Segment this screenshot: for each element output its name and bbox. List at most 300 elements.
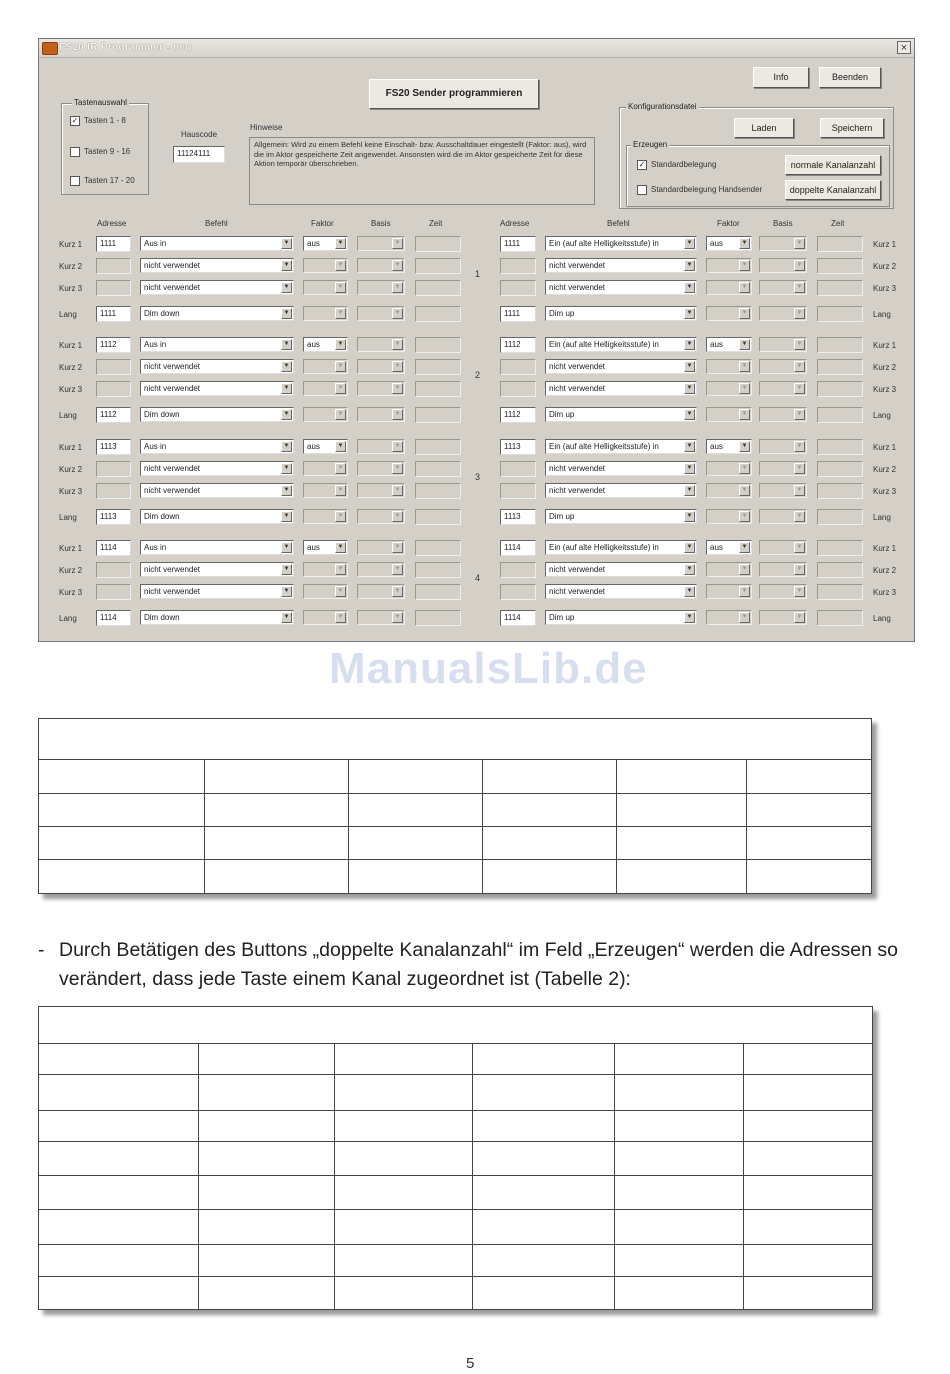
basis-select-left-ch4 [357, 610, 405, 625]
chevron-down-icon[interactable]: ▼ [335, 542, 346, 553]
basis-select-right-ch4 [759, 540, 807, 555]
chevron-down-icon[interactable]: ▼ [335, 260, 346, 271]
command-select-right-ch2[interactable] [545, 381, 697, 396]
command-select-right-ch2-value: Ein (auf alte Helligkeitsstufe) in [549, 340, 659, 349]
basis-select-right-ch3 [759, 461, 807, 476]
row-label-right: Kurz 1 [873, 443, 897, 452]
basis-select-left-ch1 [357, 306, 405, 321]
zeit-left-ch1 [415, 236, 461, 252]
command-select-right-ch2[interactable] [545, 359, 697, 374]
chevron-down-icon[interactable]: ▼ [794, 463, 805, 474]
address-right-ch4 [500, 562, 536, 578]
factor-select-left-ch1 [303, 306, 348, 321]
chevron-down-icon[interactable]: ▼ [392, 308, 403, 319]
address-left-ch1[interactable]: 1111 [96, 236, 131, 252]
chevron-down-icon[interactable]: ▼ [684, 511, 695, 522]
chevron-down-icon[interactable]: ▼ [684, 339, 695, 350]
command-select-left-ch2-value: nicht verwendet [144, 362, 201, 371]
zeit-left-ch2 [415, 359, 461, 375]
chevron-down-icon[interactable]: ▼ [392, 511, 403, 522]
address-left-ch4[interactable]: 1114 [96, 610, 131, 626]
chevron-down-icon[interactable]: ▼ [794, 282, 805, 293]
command-select-left-ch1[interactable] [140, 236, 294, 251]
chevron-down-icon[interactable]: ▼ [281, 542, 292, 553]
chevron-down-icon[interactable]: ▼ [794, 542, 805, 553]
command-select-left-ch1[interactable] [140, 280, 294, 295]
zeit-right-ch2 [817, 337, 863, 353]
factor-select-right-ch1-value: aus [710, 239, 723, 248]
chevron-down-icon[interactable]: ▼ [684, 564, 695, 575]
chevron-down-icon[interactable]: ▼ [739, 260, 750, 271]
chevron-down-icon[interactable]: ▼ [335, 361, 346, 372]
chevron-down-icon[interactable]: ▼ [739, 308, 750, 319]
factor-select-right-ch1[interactable] [706, 236, 752, 251]
command-select-right-ch3[interactable] [545, 483, 697, 498]
col-befehl-left: Befehl [205, 219, 228, 228]
table-row-divider [39, 1110, 872, 1111]
chevron-down-icon[interactable]: ▼ [335, 485, 346, 496]
zeit-left-ch4 [415, 562, 461, 578]
tasten-9-16-checkbox[interactable] [70, 147, 80, 157]
address-left-ch1[interactable]: 1111 [96, 306, 131, 322]
factor-select-right-ch1 [706, 258, 752, 273]
factor-select-left-ch4[interactable] [303, 540, 348, 555]
chevron-down-icon[interactable]: ▼ [739, 586, 750, 597]
factor-select-right-ch2 [706, 407, 752, 422]
table-row-divider [39, 1141, 872, 1142]
col-zeit-left: Zeit [429, 219, 443, 228]
address-right-ch3 [500, 483, 536, 499]
factor-select-left-ch2 [303, 407, 348, 422]
row-label-left: Kurz 1 [59, 341, 83, 350]
address-right-ch4[interactable]: 1114 [500, 540, 536, 556]
command-select-left-ch1-value: Dim down [144, 309, 180, 318]
basis-select-left-ch3 [357, 461, 405, 476]
chevron-down-icon[interactable]: ▼ [281, 485, 292, 496]
chevron-down-icon[interactable]: ▼ [392, 441, 403, 452]
address-left-ch3[interactable]: 1113 [96, 439, 131, 455]
zeit-right-ch1 [817, 236, 863, 252]
chevron-down-icon[interactable]: ▼ [281, 308, 292, 319]
factor-select-right-ch3[interactable] [706, 439, 752, 454]
table-row-divider [39, 1175, 872, 1176]
address-left-ch2[interactable]: 1112 [96, 337, 131, 353]
chevron-down-icon[interactable]: ▼ [281, 612, 292, 623]
address-left-ch3[interactable]: 1113 [96, 509, 131, 525]
chevron-down-icon[interactable]: ▼ [739, 409, 750, 420]
basis-select-left-ch3 [357, 439, 405, 454]
command-select-right-ch1[interactable] [545, 258, 697, 273]
chevron-down-icon[interactable]: ▼ [794, 339, 805, 350]
row-label-right: Lang [873, 310, 891, 319]
chevron-down-icon[interactable]: ▼ [392, 260, 403, 271]
chevron-down-icon[interactable]: ▼ [281, 260, 292, 271]
chevron-down-icon[interactable]: ▼ [794, 260, 805, 271]
command-select-right-ch2[interactable] [545, 407, 697, 422]
factor-select-left-ch1 [303, 258, 348, 273]
command-select-right-ch3-value: Ein (auf alte Helligkeitsstufe) in [549, 442, 659, 451]
load-button[interactable]: Laden [734, 118, 794, 138]
address-right-ch2[interactable]: 1112 [500, 407, 536, 423]
row-label-left: Kurz 3 [59, 284, 83, 293]
command-select-left-ch3-value: Aus in [144, 442, 167, 451]
chevron-down-icon[interactable]: ▼ [281, 282, 292, 293]
address-right-ch2[interactable]: 1112 [500, 337, 536, 353]
row-label-left: Lang [59, 614, 77, 623]
chevron-down-icon[interactable]: ▼ [281, 586, 292, 597]
factor-select-right-ch4 [706, 610, 752, 625]
address-left-ch2[interactable]: 1112 [96, 407, 131, 423]
title-bar[interactable] [39, 39, 914, 58]
chevron-down-icon[interactable]: ▼ [684, 542, 695, 553]
tasten-17-20-checkbox[interactable] [70, 176, 80, 186]
factor-select-left-ch3 [303, 509, 348, 524]
factor-select-left-ch2 [303, 359, 348, 374]
chevron-down-icon[interactable]: ▼ [392, 361, 403, 372]
tasten-1-8-checkbox[interactable]: ✓ [71, 116, 79, 125]
chevron-down-icon[interactable]: ▼ [281, 339, 292, 350]
chevron-down-icon[interactable]: ▼ [794, 441, 805, 452]
row-label-left: Kurz 2 [59, 363, 83, 372]
chevron-down-icon[interactable]: ▼ [739, 383, 750, 394]
chevron-down-icon[interactable]: ▼ [794, 511, 805, 522]
address-left-ch3 [96, 461, 131, 477]
konfigurationsdatei-group [619, 102, 894, 209]
chevron-down-icon[interactable]: ▼ [739, 485, 750, 496]
chevron-down-icon[interactable]: ▼ [684, 260, 695, 271]
command-select-left-ch4-value: Dim down [144, 613, 180, 622]
table-column-divider [614, 1043, 615, 1309]
col-befehl-right: Befehl [607, 219, 630, 228]
zeit-left-ch4 [415, 584, 461, 600]
table-column-divider [472, 1043, 473, 1309]
address-right-ch2 [500, 359, 536, 375]
command-select-left-ch4[interactable] [140, 584, 294, 599]
chevron-down-icon[interactable]: ▼ [739, 463, 750, 474]
zeit-right-ch3 [817, 461, 863, 477]
row-label-right: Kurz 1 [873, 240, 897, 249]
chevron-down-icon[interactable]: ▼ [392, 383, 403, 394]
chevron-down-icon[interactable]: ▼ [335, 238, 346, 249]
konfigurationsdatei-title: Konfigurationsdatei [628, 102, 697, 111]
channel-number-3: 3 [475, 472, 481, 482]
chevron-down-icon[interactable]: ▼ [335, 564, 346, 575]
table-column-divider [743, 1043, 744, 1309]
command-select-left-ch4[interactable] [140, 540, 294, 555]
command-select-right-ch3[interactable] [545, 439, 697, 454]
row-label-left: Kurz 1 [59, 443, 83, 452]
command-select-left-ch3[interactable] [140, 509, 294, 524]
chevron-down-icon[interactable]: ▼ [281, 361, 292, 372]
save-button[interactable]: Speichern [820, 118, 884, 138]
command-select-left-ch2-value: nicht verwendet [144, 384, 201, 393]
chevron-down-icon[interactable]: ▼ [392, 282, 403, 293]
chevron-down-icon[interactable]: ▼ [281, 463, 292, 474]
row-label-right: Kurz 3 [873, 487, 897, 496]
chevron-down-icon[interactable]: ▼ [335, 612, 346, 623]
chevron-down-icon[interactable]: ▼ [684, 409, 695, 420]
table-column-divider [482, 759, 483, 893]
command-select-right-ch4[interactable] [545, 584, 697, 599]
command-select-right-ch3[interactable] [545, 509, 697, 524]
hinweise-box [249, 137, 595, 205]
table-row-divider [39, 1074, 872, 1075]
command-select-right-ch3[interactable] [545, 461, 697, 476]
command-select-left-ch2[interactable] [140, 337, 294, 352]
chevron-down-icon[interactable]: ▼ [392, 586, 403, 597]
chevron-down-icon[interactable]: ▼ [794, 238, 805, 249]
command-select-right-ch1[interactable] [545, 236, 697, 251]
command-select-left-ch1[interactable] [140, 306, 294, 321]
command-select-right-ch4[interactable] [545, 540, 697, 555]
erzeugen-group [626, 140, 890, 207]
address-right-ch3[interactable]: 1113 [500, 509, 536, 525]
program-sender-button[interactable]: FS20 Sender programmieren [369, 79, 539, 109]
command-select-right-ch2-value: Dim up [549, 410, 575, 419]
info-button[interactable]: Info [753, 67, 809, 88]
channel-number-2: 2 [475, 370, 481, 380]
chevron-down-icon[interactable]: ▼ [335, 308, 346, 319]
zeit-right-ch2 [817, 381, 863, 397]
row-label-left: Lang [59, 310, 77, 319]
chevron-down-icon[interactable]: ▼ [684, 308, 695, 319]
command-select-left-ch3[interactable] [140, 461, 294, 476]
command-select-right-ch3-value: nicht verwendet [549, 464, 606, 473]
chevron-down-icon[interactable]: ▼ [335, 441, 346, 452]
address-right-ch1[interactable]: 1111 [500, 306, 536, 322]
command-select-right-ch3-value: nicht verwendet [549, 486, 606, 495]
chevron-down-icon[interactable]: ▼ [794, 383, 805, 394]
standardbelegung-handsender-label: Standardbelegung Handsender [651, 185, 763, 194]
chevron-down-icon[interactable]: ▼ [794, 409, 805, 420]
table-row-divider [39, 1043, 872, 1044]
address-left-ch4[interactable]: 1114 [96, 540, 131, 556]
paragraph-text: Durch Betätigen des Buttons „doppelte Kanalanzahl“ im Feld „Erzeugen“ werden die Adressen so verändert, dass jede Taste einem Kanal zugeordnet ist (Tabelle 2): [59, 939, 898, 990]
zeit-left-ch2 [415, 407, 461, 423]
row-label-right: Lang [873, 513, 891, 522]
factor-select-left-ch4-value: aus [307, 543, 320, 552]
chevron-down-icon[interactable]: ▼ [794, 485, 805, 496]
command-select-right-ch1[interactable] [545, 306, 697, 321]
chevron-down-icon[interactable]: ▼ [335, 586, 346, 597]
factor-select-right-ch4[interactable] [706, 540, 752, 555]
basis-select-right-ch1 [759, 236, 807, 251]
address-right-ch3[interactable]: 1113 [500, 439, 536, 455]
chevron-down-icon[interactable]: ▼ [392, 564, 403, 575]
command-select-left-ch1-value: Aus in [144, 239, 167, 248]
chevron-down-icon[interactable]: ▼ [684, 612, 695, 623]
row-label-right: Lang [873, 614, 891, 623]
hauscode-input[interactable]: 11124111 [173, 146, 225, 163]
zeit-right-ch4 [817, 584, 863, 600]
chevron-down-icon[interactable]: ▼ [794, 586, 805, 597]
factor-select-left-ch3-value: aus [307, 442, 320, 451]
factor-select-right-ch4 [706, 584, 752, 599]
command-select-left-ch2[interactable] [140, 381, 294, 396]
chevron-down-icon[interactable]: ▼ [684, 441, 695, 452]
doppelte-kanalanzahl-button[interactable]: doppelte Kanalanzahl [785, 180, 881, 200]
chevron-down-icon[interactable]: ▼ [335, 282, 346, 293]
chevron-down-icon[interactable]: ▼ [739, 564, 750, 575]
basis-select-left-ch2 [357, 381, 405, 396]
app-logo-icon [42, 42, 58, 55]
basis-select-left-ch4 [357, 540, 405, 555]
row-label-right: Kurz 3 [873, 284, 897, 293]
table-column-divider [348, 759, 349, 893]
chevron-down-icon[interactable]: ▼ [392, 485, 403, 496]
chevron-down-icon[interactable]: ▼ [335, 409, 346, 420]
command-select-left-ch3[interactable] [140, 439, 294, 454]
chevron-down-icon[interactable]: ▼ [335, 463, 346, 474]
factor-select-right-ch3-value: aus [710, 442, 723, 451]
factor-select-left-ch3[interactable] [303, 439, 348, 454]
table-column-divider [746, 759, 747, 893]
chevron-down-icon[interactable]: ▼ [739, 238, 750, 249]
command-select-right-ch4-value: nicht verwendet [549, 565, 606, 574]
zeit-right-ch3 [817, 483, 863, 499]
standardbelegung-label: Standardbelegung [651, 160, 717, 169]
chevron-down-icon[interactable]: ▼ [281, 564, 292, 575]
hinweise-text: Allgemein: Wird zu einem Befehl keine Einschalt- bzw. Ausschaltdauer eingestellt (Faktor: aus), wird die im Aktor gespeicherte Zeit angewendet. Ansonsten wird die im Aktor gespeicherte Zeit für diese Aktion temporär überschrieben. [254, 140, 587, 168]
chevron-down-icon[interactable]: ▼ [684, 238, 695, 249]
standardbelegung-checkbox[interactable]: ✓ [638, 160, 646, 169]
zeit-right-ch1 [817, 258, 863, 274]
zeit-right-ch3 [817, 509, 863, 525]
standardbelegung-handsender-checkbox[interactable] [637, 185, 647, 195]
factor-select-left-ch4 [303, 610, 348, 625]
factor-select-right-ch2-value: aus [710, 340, 723, 349]
chevron-down-icon[interactable]: ▼ [281, 511, 292, 522]
factor-select-left-ch3 [303, 483, 348, 498]
factor-select-right-ch2 [706, 381, 752, 396]
chevron-down-icon[interactable]: ▼ [739, 441, 750, 452]
command-select-left-ch3[interactable] [140, 483, 294, 498]
chevron-down-icon[interactable]: ▼ [335, 383, 346, 394]
chevron-down-icon[interactable]: ▼ [392, 238, 403, 249]
address-right-ch2 [500, 381, 536, 397]
close-button[interactable]: × [897, 41, 911, 54]
chevron-down-icon[interactable]: ▼ [392, 612, 403, 623]
exit-button[interactable]: Beenden [819, 67, 881, 88]
chevron-down-icon[interactable]: ▼ [739, 282, 750, 293]
col-faktor-right: Faktor [717, 219, 740, 228]
normale-kanalanzahl-button[interactable]: normale Kanalanzahl [785, 155, 881, 175]
chevron-down-icon[interactable]: ▼ [794, 361, 805, 372]
address-right-ch4[interactable]: 1114 [500, 610, 536, 626]
command-select-right-ch4[interactable] [545, 610, 697, 625]
chevron-down-icon[interactable]: ▼ [739, 361, 750, 372]
basis-select-left-ch2 [357, 337, 405, 352]
chevron-down-icon[interactable]: ▼ [684, 282, 695, 293]
chevron-down-icon[interactable]: ▼ [739, 511, 750, 522]
zeit-left-ch2 [415, 337, 461, 353]
chevron-down-icon[interactable]: ▼ [739, 612, 750, 623]
address-right-ch3 [500, 461, 536, 477]
basis-select-right-ch1 [759, 280, 807, 295]
command-select-right-ch1[interactable] [545, 280, 697, 295]
command-select-left-ch1[interactable] [140, 258, 294, 273]
fs20-programmer-window [38, 38, 915, 693]
command-select-left-ch2[interactable] [140, 407, 294, 422]
chevron-down-icon[interactable]: ▼ [684, 463, 695, 474]
command-select-right-ch4[interactable] [545, 562, 697, 577]
factor-select-left-ch1[interactable] [303, 236, 348, 251]
bullet-dash: - [38, 939, 45, 961]
command-select-right-ch4-value: nicht verwendet [549, 587, 606, 596]
tastenauswahl-title: Tastenauswahl [74, 98, 127, 107]
chevron-down-icon[interactable]: ▼ [684, 361, 695, 372]
factor-select-right-ch4-value: aus [710, 543, 723, 552]
command-select-left-ch3-value: nicht verwendet [144, 464, 201, 473]
basis-select-left-ch1 [357, 258, 405, 273]
command-select-left-ch1-value: nicht verwendet [144, 283, 201, 292]
basis-select-left-ch2 [357, 407, 405, 422]
chevron-down-icon[interactable]: ▼ [281, 441, 292, 452]
command-select-left-ch4[interactable] [140, 562, 294, 577]
row-label-right: Kurz 2 [873, 363, 897, 372]
chevron-down-icon[interactable]: ▼ [335, 511, 346, 522]
chevron-down-icon[interactable]: ▼ [794, 564, 805, 575]
row-label-left: Lang [59, 513, 77, 522]
basis-select-right-ch4 [759, 610, 807, 625]
chevron-down-icon[interactable]: ▼ [335, 339, 346, 350]
channel-number-1: 1 [475, 269, 481, 279]
tasten-1-8-label: Tasten 1 - 8 [84, 116, 126, 125]
command-select-left-ch4[interactable] [140, 610, 294, 625]
chevron-down-icon[interactable]: ▼ [392, 339, 403, 350]
zeit-left-ch3 [415, 483, 461, 499]
factor-select-right-ch3 [706, 509, 752, 524]
chevron-down-icon[interactable]: ▼ [281, 383, 292, 394]
col-adresse-right: Adresse [500, 219, 530, 228]
chevron-down-icon[interactable]: ▼ [794, 308, 805, 319]
chevron-down-icon[interactable]: ▼ [281, 238, 292, 249]
col-adresse-left: Adresse [97, 219, 127, 228]
factor-select-right-ch1 [706, 306, 752, 321]
chevron-down-icon[interactable]: ▼ [739, 339, 750, 350]
command-select-right-ch1-value: Ein (auf alte Helligkeitsstufe) in [549, 239, 659, 248]
basis-select-right-ch4 [759, 562, 807, 577]
command-select-left-ch2[interactable] [140, 359, 294, 374]
zeit-left-ch3 [415, 439, 461, 455]
chevron-down-icon[interactable]: ▼ [392, 542, 403, 553]
command-select-right-ch2[interactable] [545, 337, 697, 352]
chevron-down-icon[interactable]: ▼ [684, 485, 695, 496]
table-column-divider [616, 759, 617, 893]
basis-select-left-ch4 [357, 584, 405, 599]
chevron-down-icon[interactable]: ▼ [684, 383, 695, 394]
zeit-left-ch1 [415, 258, 461, 274]
factor-select-left-ch2[interactable] [303, 337, 348, 352]
chevron-down-icon[interactable]: ▼ [739, 542, 750, 553]
zeit-right-ch3 [817, 439, 863, 455]
factor-select-right-ch2[interactable] [706, 337, 752, 352]
zeit-left-ch3 [415, 509, 461, 525]
chevron-down-icon[interactable]: ▼ [281, 409, 292, 420]
basis-select-left-ch1 [357, 280, 405, 295]
table-row-divider [39, 1244, 872, 1245]
chevron-down-icon[interactable]: ▼ [684, 586, 695, 597]
chevron-down-icon[interactable]: ▼ [392, 409, 403, 420]
chevron-down-icon[interactable]: ▼ [392, 463, 403, 474]
basis-select-right-ch3 [759, 483, 807, 498]
channel-number-4: 4 [475, 573, 481, 583]
table-1 [38, 718, 872, 894]
address-right-ch1[interactable]: 1111 [500, 236, 536, 252]
chevron-down-icon[interactable]: ▼ [794, 612, 805, 623]
row-label-right: Kurz 3 [873, 588, 897, 597]
basis-select-right-ch3 [759, 509, 807, 524]
